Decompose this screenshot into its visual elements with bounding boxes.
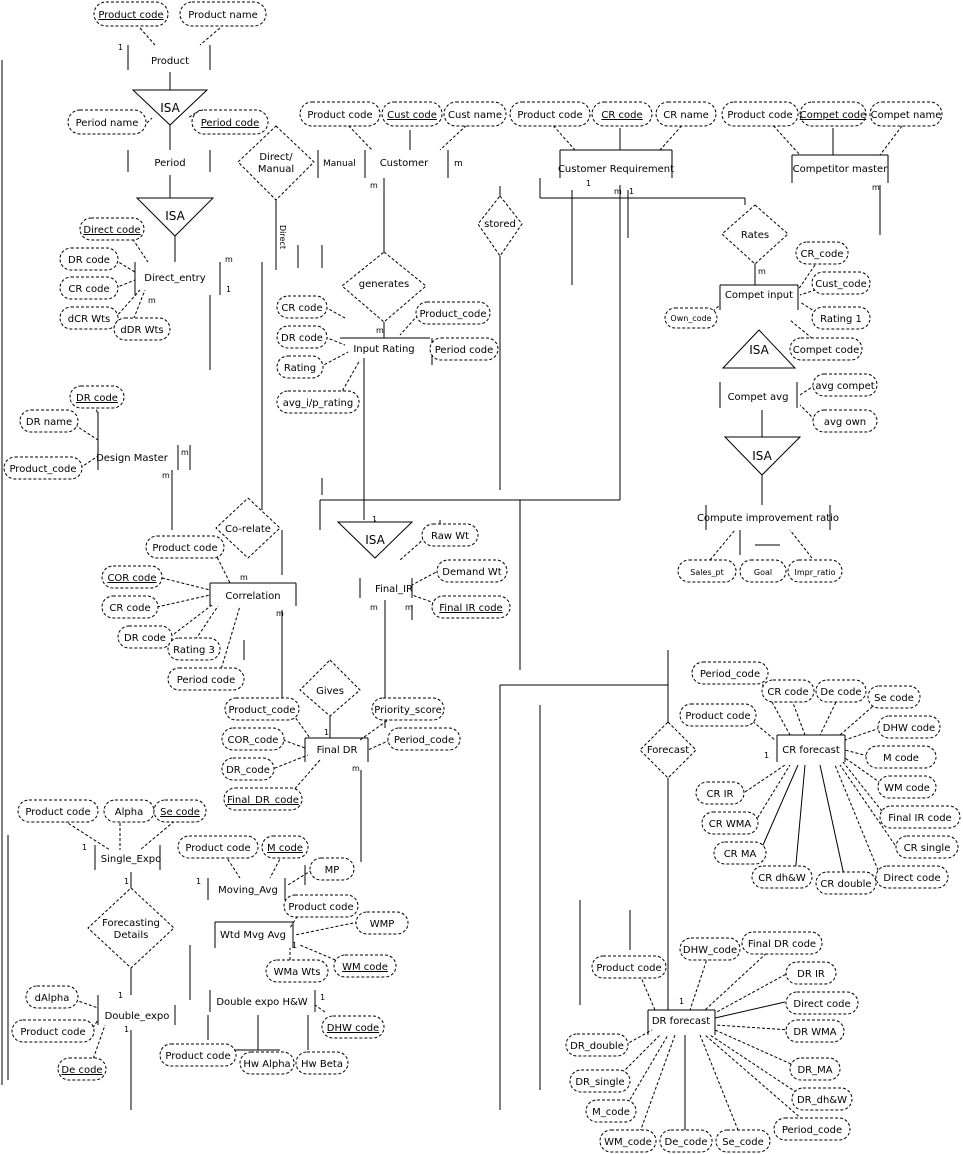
cardinality-label: 1 (324, 728, 330, 737)
cardinality-label: m (758, 267, 766, 276)
attribute-cf-cr-ir: CR IR (706, 789, 734, 800)
attribute-priority-score: Priority_score (374, 705, 442, 716)
cardinality-label: 1 (292, 941, 298, 950)
relationship-forecasting-details (88, 888, 174, 968)
attribute-final-ir-code: Final IR code (439, 603, 503, 614)
entity-competitor-master: Competitor master (792, 164, 888, 175)
isa-label: ISA (165, 209, 185, 223)
entity-customer-requirement: Customer Requirement (557, 164, 675, 175)
cardinality-label: m (240, 573, 248, 582)
entity-direct-entry: Direct_entry (144, 273, 206, 284)
attribute-df-period-code: Period_code (781, 1125, 843, 1136)
isa-label: ISA (160, 101, 180, 115)
relationship-label: Details (113, 930, 149, 941)
relationship-direct-manual (238, 126, 314, 200)
attribute-ir-dr-code: DR code (281, 333, 323, 344)
attribute-fd-period-code: Period_code (393, 735, 455, 746)
attribute-cr-product-code: Product code (517, 110, 583, 121)
cardinality-label: m (614, 187, 622, 196)
cardinality-label: m (148, 296, 156, 305)
attribute-product-name: Product name (188, 10, 258, 21)
relationship-label: stored (484, 219, 516, 230)
entity-compute-improvement-ratio: Compute improvement ratio (696, 513, 840, 524)
attribute-compet-code: Compet code (799, 110, 867, 121)
attribute-cust-code: Cust code (387, 110, 437, 121)
cardinality-label: m (276, 609, 284, 618)
attribute-avg-own: avg own (823, 417, 867, 428)
attribute-goal: Goal (753, 568, 773, 577)
attribute-avg-compet: avg compet (815, 381, 875, 392)
cardinality-label: 1 (124, 1025, 130, 1034)
attribute-dx-product-code: Product code (20, 1027, 86, 1038)
cardinality-label: m (454, 159, 463, 169)
isa-triangle-compet-avg (725, 437, 800, 475)
attribute-dalpha: dAlpha (34, 993, 70, 1004)
attribute-sales-pt: Sales_pt (690, 568, 724, 577)
entity-wtd-mvg-avg: Wtd Mvg Avg (220, 930, 286, 941)
attribute-df-se-code: Se_code (722, 1137, 764, 1148)
entity-final-dr: Final DR (316, 745, 358, 756)
relationship-label: generates (358, 279, 410, 290)
relationship-stored (478, 196, 522, 256)
attribute-cr-name: CR name (663, 110, 709, 121)
attribute-df-dr-ir: DR IR (797, 969, 825, 980)
relationship-label: Manual (257, 164, 295, 175)
attribute-dhw-code: DHW code (326, 1023, 380, 1034)
attribute-compet-name: Compet name (870, 110, 942, 121)
cardinality-label: 1 (118, 991, 124, 1000)
relationship-label: Rates (740, 230, 770, 241)
attribute-cr-code: CR code (68, 284, 110, 295)
attribute-wm-product-code: Product code (288, 902, 354, 913)
attribute-cust-name: Cust name (448, 110, 502, 121)
attribute-final-dr-code: Final_DR_code (227, 795, 299, 806)
cardinality-label: 1 (196, 877, 202, 886)
cardinality-label: 1 (372, 515, 378, 524)
cardinality-label: m (225, 255, 233, 264)
isa-label: ISA (752, 449, 772, 463)
attribute-fd-product-code: Product_code (228, 705, 296, 716)
attribute-ci-compet-code: Compet code (792, 345, 860, 356)
attribute-ddr-wts: dDR Wts (120, 325, 164, 336)
attribute-co-product-code: Product code (152, 543, 218, 554)
attribute-cf-se-code: Se code (874, 693, 914, 704)
relationship-label: Forecasting (102, 918, 160, 929)
relationship-rates (722, 205, 788, 264)
attribute-dm-dr-code: DR code (76, 393, 118, 404)
entity-dr-forecast: DR forecast (651, 1016, 711, 1027)
isa-label: ISA (365, 533, 385, 547)
attribute-dcr-wts: dCR Wts (67, 314, 111, 325)
attribute-period-name: Period name (75, 118, 139, 129)
entity-design-master: Design Master (96, 453, 168, 464)
entity-input-rating: Input Rating (353, 344, 415, 355)
attribute-cr-code: CR code (601, 110, 643, 121)
attribute-cf-de-code: De code (820, 687, 862, 698)
attribute-de-code: De code (61, 1065, 103, 1076)
relationship-label: Co-relate (225, 524, 271, 535)
attribute-se-product-code: Product code (25, 807, 91, 818)
attribute-demand-wt: Demand Wt (442, 567, 502, 578)
attribute-cf-cr-code: CR code (767, 687, 809, 698)
attribute-cf-product-code: Product code (685, 711, 751, 722)
attribute-cf-dhw-code: DHW code (882, 723, 936, 734)
relationship-generates (342, 252, 426, 322)
entity-period: Period (154, 158, 186, 169)
attribute-hw-product-code: Product code (165, 1051, 231, 1062)
edge-label-direct: Direct (278, 225, 287, 249)
attribute-impr-ratio: Impr_ratio (794, 568, 836, 577)
edge-label-manual: Manual (323, 159, 356, 169)
cardinality-label: 1 (82, 843, 88, 852)
cardinality-label: 1 (226, 285, 232, 294)
attribute-cf-cr-double: CR double (820, 879, 872, 890)
attribute-cf-cr-ma: CR MA (723, 849, 757, 860)
entity-product: Product (151, 56, 189, 67)
attribute-hw-beta: Hw Beta (301, 1059, 343, 1070)
attribute-wm-code: WM code (342, 962, 388, 973)
entity-correlation: Correlation (225, 591, 281, 602)
attribute-ci-cr-code: CR_code (800, 249, 844, 260)
attribute-cf-cr-wma: CR WMA (708, 819, 752, 830)
attribute-cor-code: COR code (107, 573, 157, 584)
attribute-df-dhw-code: DHW_code (682, 945, 738, 956)
isa-triangle-period (137, 198, 213, 236)
attribute-ir-product-code: Product_code (419, 309, 487, 320)
attribute-fd-dr-code: DR_code (226, 765, 270, 776)
attribute-df-final-dr-code: Final DR code (747, 939, 817, 950)
attribute-df-dr-ma: DR_MA (797, 1065, 833, 1076)
cardinality-label: 1 (764, 751, 770, 760)
attribute-cf-cr-single: CR single (903, 843, 951, 854)
attribute-co-period-code: Period code (176, 675, 236, 686)
attribute-df-de-code: De_code (664, 1137, 708, 1148)
attribute-ir-cr-code: CR code (281, 303, 323, 314)
cardinality-label: m (162, 471, 170, 480)
attribute-cm-product-code: Product code (727, 110, 793, 121)
isa-triangle-final-ir (338, 522, 412, 558)
cardinality-label: m (370, 181, 378, 190)
cardinality-label: m (370, 603, 378, 612)
isa-label: ISA (749, 343, 769, 357)
attribute-ir-period-code: Period code (434, 345, 494, 356)
attribute-df-dr-wma: DR WMA (793, 1027, 837, 1038)
attribute-cu-product-code: Product code (307, 110, 373, 121)
attribute-hw-alpha: Hw Alpha (243, 1059, 291, 1070)
cardinality-label: m (872, 183, 880, 192)
entity-cr-forecast: CR forecast (782, 745, 840, 756)
attribute-dr-code: DR code (68, 255, 110, 266)
attribute-se-code: Se code (160, 807, 200, 818)
entity-double-expo: Double_expo (104, 1011, 170, 1022)
attribute-period-code: Period code (200, 118, 260, 129)
entity-compet-avg: Compet avg (727, 392, 789, 403)
attribute-wmp: WMP (369, 919, 395, 930)
attribute-product-code: Product code (98, 10, 164, 21)
cardinality-label: 1 (124, 877, 130, 886)
entity-final-ir: Final_IR (375, 584, 413, 595)
entity-single-expo: Single_Expo (100, 854, 162, 865)
attribute-co-dr-code: DR code (124, 633, 166, 644)
attribute-df-dr-single: DR_single (575, 1077, 625, 1088)
attribute-wma-wts: WMa Wts (273, 967, 321, 978)
attribute-ir-rating: Rating (283, 363, 317, 374)
attribute-cf-cr-dhw: CR dh&W (758, 873, 806, 884)
cardinality-label: 1 (586, 179, 592, 188)
attribute-mp: MP (324, 865, 340, 876)
cardinality-label: 1 (629, 187, 635, 196)
attribute-df-wm-code: WM_code (604, 1137, 652, 1148)
attribute-df-direct-code: Direct code (793, 999, 851, 1010)
attribute-ci-own-code: Own_code (670, 314, 712, 323)
attribute-ma-product-code: Product code (185, 843, 251, 854)
cardinality-label: m (405, 603, 413, 612)
attribute-df-dr-double: DR_double (570, 1041, 624, 1052)
relationship-corelate (216, 498, 280, 558)
relationship-label: Direct/ (259, 152, 293, 163)
attribute-cf-m-code: M code (883, 753, 919, 764)
entity-double-expo-hw: Double expo H&W (216, 997, 308, 1008)
relationship-gives (300, 660, 360, 716)
attribute-cf-direct-code: Direct code (883, 873, 941, 884)
entity-moving-avg: Moving_Avg (218, 885, 278, 896)
relationship-label: Gives (316, 686, 344, 697)
attribute-cf-wm-code: WM code (884, 783, 930, 794)
cardinality-label: m (181, 448, 189, 457)
attribute-dm-product-code: Product_code (9, 464, 77, 475)
entity-customer: Customer (379, 158, 429, 169)
cardinality-label: m (376, 326, 384, 335)
cardinality-label: m (352, 764, 360, 773)
attribute-df-product-code: Product code (596, 963, 662, 974)
attribute-df-dr-dhw: DR_dh&W (796, 1095, 848, 1106)
attribute-raw-wt: Raw Wt (430, 531, 470, 542)
entity-compet-input: Compet input (724, 290, 794, 301)
attribute-dm-dr-name: DR name (25, 417, 73, 428)
attribute-ir-avg: avg_i/p_rating (282, 398, 354, 409)
cardinality-label: 1 (118, 43, 124, 52)
attribute-m-code: M code (267, 843, 303, 854)
attribute-ci-rating1: Rating 1 (820, 314, 862, 325)
relationship-label: Forecast (646, 745, 690, 756)
attribute-cf-final-ir-code: Final IR code (888, 813, 952, 824)
attribute-ci-cust-code: Cust_code (815, 279, 867, 290)
relationship-forecast (640, 722, 696, 778)
cardinality-label: 1 (679, 997, 685, 1006)
attribute-cf-period-code: Period_code (699, 669, 761, 680)
attribute-alpha: Alpha (114, 807, 144, 818)
attribute-direct-code: Direct code (83, 225, 141, 236)
attribute-rating3: Rating 3 (173, 645, 215, 656)
attribute-df-m-code: M_code (592, 1107, 630, 1118)
cardinality-label: 1 (320, 993, 326, 1002)
attribute-fd-cor-code: COR_code (227, 735, 279, 746)
isa-triangle-compet-input (723, 330, 795, 368)
attribute-co-cr-code: CR code (109, 603, 151, 614)
